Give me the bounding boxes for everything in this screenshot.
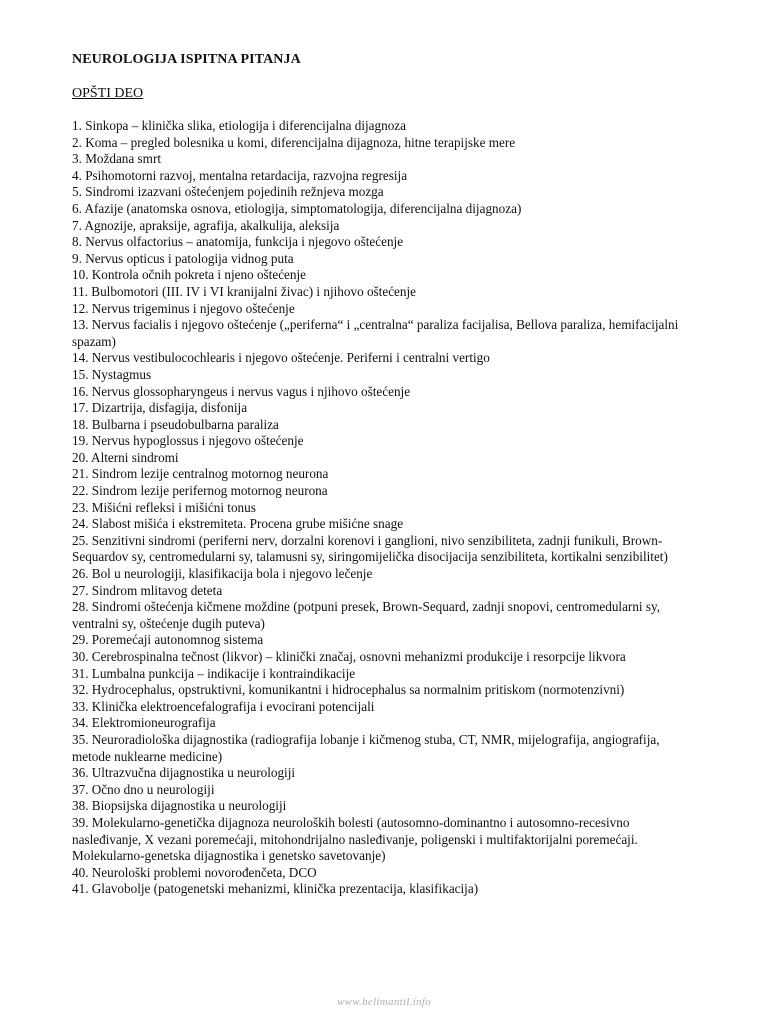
question-item: 6. Afazije (anatomska osnova, etiologija, simptomatologija, diferencijalna dijagnoza) [72, 200, 522, 216]
question-item: 28. Sindromi oštećenja kičmene moždine (potpuni presek, Brown-Sequard, zadnji snopovi, centromedularni sy, ventralni sy, oštećenje dugih puteva) [72, 599, 661, 631]
question-item: 12. Nervus trigeminus i njegovo oštećenje [72, 300, 295, 316]
question-item: 13. Nervus facialis i njegovo oštećenje („periferna“ i „centralna“ paraliza facijalisa, Bellova paraliza, hemifacijalni spazam) [72, 317, 679, 349]
question-item: 8. Nervus olfactorius – anatomija, funkcija i njegovo oštećenje [72, 234, 404, 250]
question-item: 22. Sindrom lezije perifernog motornog neurona [72, 483, 328, 499]
question-item: 26. Bol u neurologiji, klasifikacija bola i njegovo lečenje [72, 566, 373, 582]
question-item: 23. Mišićni refleksi i mišićni tonus [72, 499, 256, 515]
question-item: 10. Kontrola očnih pokreta i njeno oštećenje [72, 267, 307, 283]
section-heading: OPŠTI DEO [72, 86, 144, 101]
question-item: 37. Očno dno u neurologiji [72, 781, 215, 797]
question-item: 17. Dizartrija, disfagija, disfonija [72, 400, 248, 416]
document-title: NEUROLOGIJA ISPITNA PITANJA [72, 52, 301, 67]
question-item: 19. Nervus hypoglossus i njegovo oštećenje [72, 433, 304, 449]
question-item: 9. Nervus opticus i patologija vidnog puta [72, 250, 294, 266]
question-item: 4. Psihomotorni razvoj, mentalna retardacija, razvojna regresija [72, 167, 408, 183]
question-item: 14. Nervus vestibulocochlearis i njegovo oštećenje. Periferni i centralni vertigo [72, 350, 490, 366]
question-item: 39. Molekularno-genetička dijagnoza neuroloških bolesti (autosomno-dominantno i autosomno-recesivno nasleđivanje, X vezani poremećaji, mitohondrijalno nasleđivanje, poligenski i multifaktorijalni poremećaji. Molekularno-genetska dijagnostika i genetsko savetovanje) [72, 814, 638, 864]
question-item: 15. Nystagmus [72, 366, 152, 382]
question-item: 41. Glavobolje (patogenetski mehanizmi, klinička prezentacija, klasifikacija) [72, 881, 479, 897]
question-item: 35. Neuroradiološka dijagnostika (radiografija lobanje i kičmenog stuba, CT, NMR, mijelografija, angiografija, metode nuklearne medicine) [72, 731, 660, 764]
question-item: 18. Bulbarna i pseudobulbarna paraliza [72, 416, 279, 432]
question-item: 7. Agnozije, apraksije, agrafija, akalkulija, aleksija [72, 217, 340, 233]
question-item: 29. Poremećaji autonomnog sistema [72, 632, 264, 648]
question-item: 33. Klinička elektroencefalografija i evocirani potencijali [72, 698, 375, 714]
question-item: 34. Elektromioneurografija [72, 715, 216, 731]
document-page [72, 51, 692, 898]
question-item: 11. Bulbomotori (III. IV i VI kranijalni živac) i njihovo oštećenje [72, 283, 417, 299]
question-item: 24. Slabost mišića i ekstremiteta. Procena grube mišićne snage [72, 516, 404, 532]
footer-watermark: www.belimantil.info [336, 996, 432, 1008]
question-item: 30. Cerebrospinalna tečnost (likvor) – klinički značaj, osnovni mehanizmi produkcije i resorpcije likvora [72, 649, 626, 664]
question-item: 21. Sindrom lezije centralnog motornog neurona [72, 466, 329, 482]
question-item: 1. Sinkopa – klinička slika, etiologija i diferencijalna dijagnoza [72, 118, 406, 133]
question-item: 36. Ultrazvučna dijagnostika u neurologiji [72, 765, 296, 781]
question-item: 16. Nervus glossopharyngeus i nervus vagus i njihovo oštećenje [72, 383, 411, 399]
question-item: 25. Senzitivni sindromi (periferni nerv, dorzalni korenovi i ganglioni, nivo senzibiliteta, zadnji funikuli, Brown-Sequardov sy, centromedularni sy, talamusni sy, siringomijelička disocijacija senzibiliteta, kortikalni senzibilitet) [72, 532, 668, 565]
question-item: 3. Moždana smrt [72, 151, 161, 167]
question-item: 32. Hydrocephalus, opstruktivni, komunikantni i hidrocephalus sa normalnim pritiskom (normotenzivni) [72, 682, 625, 698]
question-item: 31. Lumbalna punkcija – indikacije i kontraindikacije [72, 665, 356, 681]
question-item: 38. Biopsijska dijagnostika u neurologiji [72, 798, 287, 814]
question-item: 5. Sindromi izazvani oštećenjem pojedinih režnjeva mozga [72, 184, 384, 200]
question-item: 2. Koma – pregled bolesnika u komi, diferencijalna dijagnoza, hitne terapijske mere [72, 134, 516, 150]
question-item: 20. Alterni sindromi [72, 449, 179, 465]
question-item: 40. Neurološki problemi novorođenčeta, DCO [72, 864, 317, 880]
question-item: 27. Sindrom mlitavog deteta [72, 582, 223, 598]
question-list [72, 118, 692, 898]
